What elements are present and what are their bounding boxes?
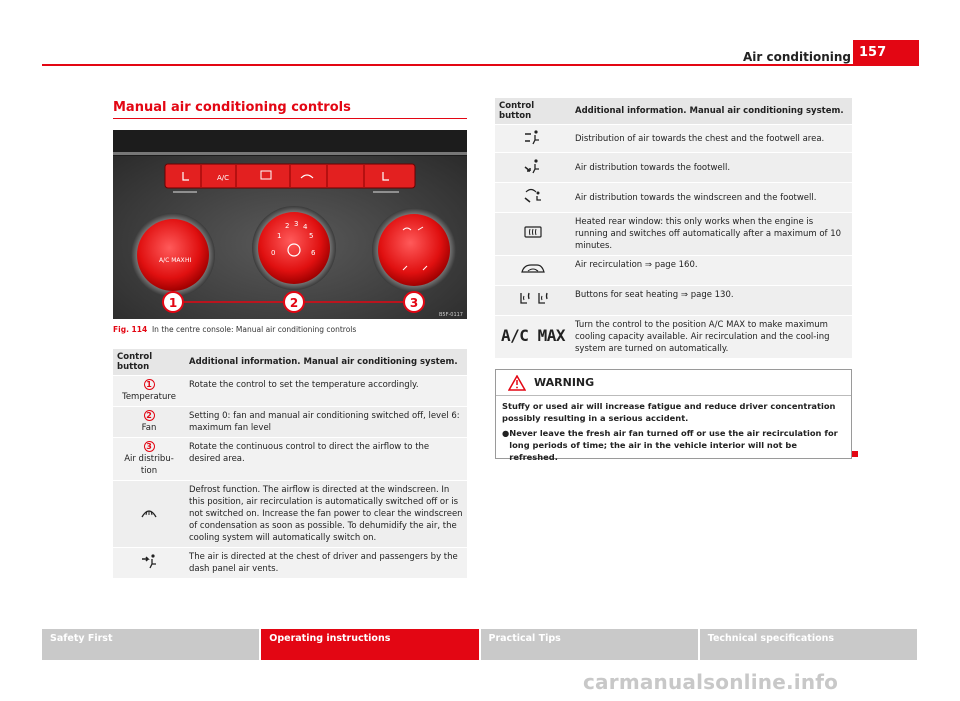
air-recirculation-icon (495, 256, 571, 286)
air-distribution-knob (372, 208, 456, 292)
control-info: Rotate the control to set the temperature accordingly. (185, 376, 467, 407)
footwell-airflow-icon (495, 153, 571, 183)
chest-airflow-icon (113, 548, 185, 579)
table-row (113, 548, 467, 579)
watermark: carmanualsonline.info (583, 670, 839, 694)
svg-text:2: 2 (289, 296, 299, 310)
table-row (113, 376, 467, 407)
table-row (113, 481, 467, 548)
warning-triangle-icon (508, 375, 526, 391)
warning-bullet: Never leave the fresh air fan turned off or use the air recirculation for long periods of time; the air in the vehicle interior will not be refreshed. (509, 428, 838, 462)
rear-window-heating-icon (495, 213, 571, 256)
controls-table-right (495, 98, 852, 359)
table-row (495, 256, 852, 286)
table-row (495, 153, 852, 183)
controls-table-left (113, 349, 467, 579)
svg-text:6: 6 (311, 249, 316, 257)
table-header-control: Control button (113, 349, 185, 376)
footer-tab-practical-tips[interactable]: Practical Tips (481, 629, 700, 660)
table-row (495, 286, 852, 316)
bullet-icon: ● (502, 428, 510, 438)
table-header-info: Additional information. Manual air conditioning system. (571, 98, 852, 125)
page-header (42, 46, 919, 66)
control-info: Heated rear window: this only works when the engine is running and switches off automatically after a maximum of 10 minutes. (571, 213, 852, 256)
table-row (495, 125, 852, 153)
footer-tab-operating-instructions[interactable]: Operating instructions (261, 629, 480, 660)
table-row (495, 316, 852, 359)
svg-text:1: 1 (277, 232, 282, 240)
table-row (495, 213, 852, 256)
control-info: The air is directed at the chest of driver and passengers by the dash panel air vents. (185, 548, 467, 579)
warning-box (495, 369, 852, 462)
table-row (113, 438, 467, 481)
callout-number: 1 (144, 379, 155, 390)
svg-text:0: 0 (271, 249, 276, 257)
control-info: Buttons for seat heating ⇒ page 130. (571, 286, 852, 316)
warning-header (496, 370, 851, 396)
svg-text:3: 3 (294, 220, 299, 228)
windscreen-footwell-airflow-icon (495, 183, 571, 213)
console-figure (113, 130, 467, 319)
title-rule (113, 118, 467, 119)
ac-button-label: A/C (216, 174, 230, 182)
button-strip (165, 164, 415, 192)
svg-text:3: 3 (409, 296, 419, 310)
control-info: Defrost function. The airflow is directed at the windscreen. In this position, air recirculation is automatically switched off or is not switched on. Increase the fan power to clear the windscreen of condensation as soon as possible. To dehumidify the air, the cooling system will automatically switch on. (185, 481, 467, 548)
footer-nav (42, 629, 919, 660)
ac-max-label: A/C MAX (159, 257, 185, 264)
svg-text:1: 1 (168, 296, 178, 310)
control-info: Turn the control to the position A/C MAX to make maximum cooling capacity available. Air recirculation and the cool-ing system are turned on automatically. (571, 316, 852, 359)
svg-text:2: 2 (285, 222, 290, 230)
ac-max-icon-text: A/C MAX (501, 325, 565, 345)
svg-text:5: 5 (309, 232, 314, 240)
page-number: 157 (853, 40, 919, 66)
section-end-marker (852, 451, 858, 457)
control-name: Air distribu-tion (124, 454, 174, 476)
svg-text:4: 4 (303, 223, 308, 231)
warning-title: WARNING (534, 376, 595, 389)
control-info: Distribution of air towards the chest and the footwell area. (571, 125, 852, 153)
callout-number: 2 (144, 410, 155, 421)
figure-code: B5F-0117 (438, 312, 463, 318)
callout-number: 3 (144, 441, 155, 452)
figure-label: Fig. 114 (113, 325, 148, 334)
warning-text: Stuffy or used air will increase fatigue and reduce driver concentration possibly resulting in a serious accident. (502, 401, 836, 423)
control-info: Air distribution towards the footwell. (571, 153, 852, 183)
table-header-control: Control button (495, 98, 571, 125)
control-name: Fan (141, 423, 157, 433)
chest-footwell-airflow-icon (495, 125, 571, 153)
table-row (495, 183, 852, 213)
chapter-title: Air conditioning (743, 50, 851, 64)
table-header-info: Additional information. Manual air conditioning system. (185, 349, 467, 376)
section-title: Manual air conditioning controls (113, 100, 351, 115)
figure-caption (113, 325, 356, 334)
control-info: Air distribution towards the windscreen and the footwell. (571, 183, 852, 213)
table-row (113, 407, 467, 438)
control-name: Temperature (122, 392, 176, 402)
windscreen-defrost-icon (113, 481, 185, 548)
figure-caption-text: In the centre console: Manual air conditioning controls (151, 325, 357, 334)
fan-knob (252, 206, 336, 290)
control-info: Rotate the continuous control to direct the airflow to the desired area. (185, 438, 467, 481)
ac-max-icon (495, 316, 571, 359)
control-info: Air recirculation ⇒ page 160. (571, 256, 852, 286)
hi-label: HI (185, 257, 192, 264)
footer-tab-safety-first[interactable]: Safety First (42, 629, 261, 660)
seat-heating-icon (495, 286, 571, 316)
control-info: Setting 0: fan and manual air conditioning switched off, level 6: maximum fan level (185, 407, 467, 438)
temperature-knob (131, 213, 215, 297)
footer-tab-technical-specifications[interactable]: Technical specifications (700, 629, 919, 660)
